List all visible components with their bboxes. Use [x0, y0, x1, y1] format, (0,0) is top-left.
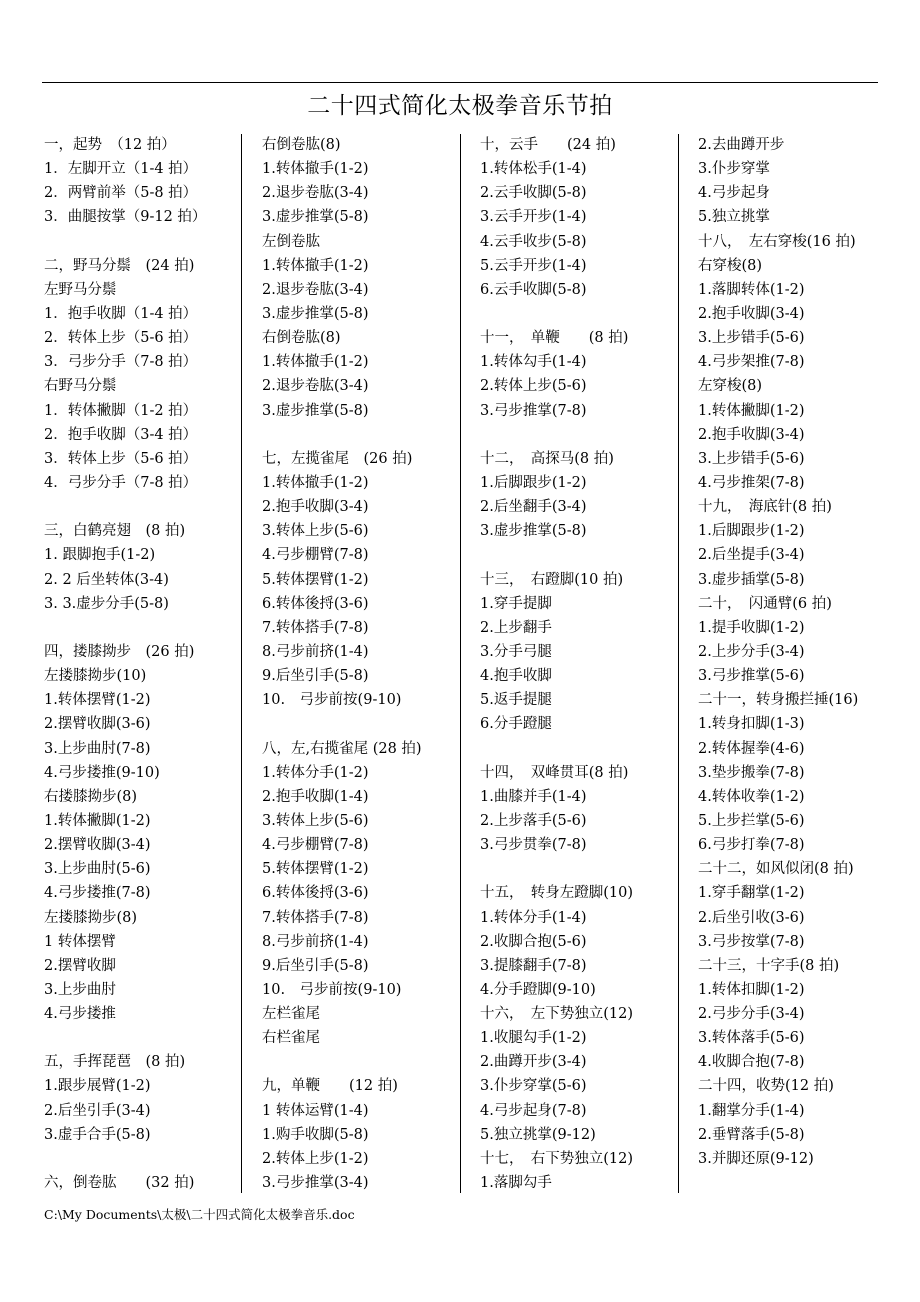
text-line: 2.摆臂收脚(3-6): [44, 716, 151, 733]
column-divider: [241, 134, 242, 1193]
text-line: 2. 2 后坐转体(3-4): [44, 571, 169, 588]
text-line: 4.弓步搂推: [44, 1006, 116, 1023]
text-line: 2.后坐提手(3-4): [698, 547, 805, 564]
text-line: 2.退步卷肱(3-4): [262, 185, 369, 202]
text-line: 3．转体上步（5-6 拍）: [44, 450, 198, 467]
text-line: 左栏雀尾: [262, 1006, 320, 1023]
text-line: 1.转体撤手(1-2): [262, 474, 369, 491]
text-line: 1.翻掌分手(1-4): [698, 1102, 805, 1119]
blank-line: [44, 616, 236, 640]
text-line: 右倒卷肱(8): [262, 137, 341, 153]
text-line: 4.弓步起身: [698, 185, 770, 202]
text-line: 十二， 高探马(8 拍): [480, 450, 614, 467]
text-line: 十六， 左下势独立(12): [480, 1006, 634, 1023]
text-line: 5.上步拦掌(5-6): [698, 812, 805, 829]
text-line: 3.弓步推掌(3-4): [262, 1175, 369, 1192]
text-line: 1.落脚转体(1-2): [698, 281, 805, 298]
text-line: 5.独立挑掌: [698, 209, 770, 226]
column-divider: [678, 134, 679, 1193]
text-line: 6.云手收脚(5-8): [480, 281, 587, 298]
page-title: 二十四式简化太极拳音乐节拍: [307, 93, 613, 119]
text-line: 五，手挥琵琶 (8 拍): [44, 1054, 186, 1071]
text-line: 1.跟步展臂(1-2): [44, 1078, 151, 1095]
text-line: 一，起势 （12 拍）: [44, 137, 176, 153]
text-line: 4.弓步搂推(7-8): [44, 885, 151, 902]
blank-line: [44, 1147, 236, 1171]
blank-line: [480, 302, 674, 326]
blank-line: [44, 230, 236, 254]
text-line: 2.后坐翻手(3-4): [480, 499, 587, 516]
text-line: 1.穿手提脚: [480, 595, 552, 612]
text-line: 1.提手收脚(1-2): [698, 619, 805, 636]
text-line: 4.转体收拳(1-2): [698, 788, 805, 805]
text-line: 1.转体勾手(1-4): [480, 354, 587, 371]
text-line: 2.垂臂落手(5-8): [698, 1126, 805, 1143]
text-line: 2.后坐引手(3-4): [44, 1102, 151, 1119]
text-line: 4.收脚合抱(7-8): [698, 1054, 805, 1071]
text-line: 3.弓步推掌(5-6): [698, 668, 805, 685]
text-line: 1 转体摆臂: [44, 933, 116, 950]
text-line: 8.弓步前挤(1-4): [262, 643, 369, 660]
text-line: 2.上步分手(3-4): [698, 643, 805, 660]
column-divider: [460, 134, 461, 1193]
text-line: 3.虚手合手(5-8): [44, 1126, 151, 1143]
top-rule: [42, 82, 878, 83]
blank-line: [480, 737, 674, 761]
text-line: 5.转体摆臂(1-2): [262, 571, 369, 588]
text-line: 2.转体上步(5-6): [480, 378, 587, 395]
text-line: 3. 3.虚步分手(5-8): [44, 595, 169, 612]
text-line: 2.曲蹲开步(3-4): [480, 1054, 587, 1071]
text-line: 1.转体撤手(1-2): [262, 354, 369, 371]
text-line: 十一， 单鞭 (8 拍): [480, 330, 629, 347]
text-line: 5.独立挑掌(9-12): [480, 1126, 596, 1143]
text-line: 十，云手 (24 拍): [480, 137, 616, 153]
column-1: [44, 133, 236, 1195]
text-line: 2．转体上步（5-6 拍）: [44, 330, 198, 347]
text-line: 4.分手蹬脚(9-10): [480, 981, 596, 998]
text-line: 1．转体撇脚（1-2 拍）: [44, 402, 198, 419]
text-line: 2.抱手收脚(3-4): [262, 499, 369, 516]
text-line: 左搂膝拗步(8): [44, 909, 138, 926]
text-line: 十三， 右蹬脚(10 拍): [480, 571, 624, 588]
text-line: 2．抱手收脚（3-4 拍）: [44, 426, 198, 443]
text-line: 二，野马分鬃 (24 拍): [44, 257, 195, 274]
text-line: 3.弓步贯拳(7-8): [480, 837, 587, 854]
text-line: 十五， 转身左蹬脚(10): [480, 885, 634, 902]
text-line: 10. 弓步前按(9-10): [262, 981, 402, 998]
blank-line: [480, 423, 674, 447]
text-line: 1.转体分手(1-2): [262, 764, 369, 781]
text-line: 4.云手收步(5-8): [480, 233, 587, 250]
text-line: 六，倒卷肱 (32 拍): [44, 1175, 195, 1192]
text-line: 3.提膝翻手(7-8): [480, 957, 587, 974]
text-line: 二十三，十字手(8 拍): [698, 957, 840, 974]
footer-file-path: C:\My Documents\太极\二十四式简化太极拳音乐.doc: [44, 1207, 355, 1222]
text-line: 3.虚步推掌(5-8): [262, 305, 369, 322]
text-line: 3.弓步推掌(7-8): [480, 402, 587, 419]
text-line: 2.摆臂收脚(3-4): [44, 837, 151, 854]
text-line: 1.转体撇脚(1-2): [44, 812, 151, 829]
text-line: 十八， 左右穿梭(16 拍): [698, 233, 856, 250]
text-line: 2.上步落手(5-6): [480, 812, 587, 829]
blank-line: [44, 1026, 236, 1050]
text-line: 5.返手提腿: [480, 692, 552, 709]
text-line: 3.虚步推掌(5-8): [262, 402, 369, 419]
text-line: 3．弓步分手（7-8 拍）: [44, 354, 198, 371]
text-line: 3.上步曲肘: [44, 981, 116, 998]
text-line: 2.抱手收脚(3-4): [698, 426, 805, 443]
text-line: 3.分手弓腿: [480, 643, 552, 660]
text-line: 4.弓步起身(7-8): [480, 1102, 587, 1119]
text-line: 二十， 闪通臂(6 拍): [698, 595, 832, 612]
text-line: 2.弓步分手(3-4): [698, 1006, 805, 1023]
text-line: 右倒卷肱(8): [262, 330, 341, 347]
text-line: 1.购手收脚(5-8): [262, 1126, 369, 1143]
text-line: 4.弓步推架(7-8): [698, 474, 805, 491]
text-line: 左搂膝拗步(10): [44, 668, 147, 685]
text-line: 九，单鞭 (12 拍): [262, 1078, 398, 1095]
text-line: 6.转体後捋(3-6): [262, 885, 369, 902]
text-line: 2.转体握拳(4-6): [698, 740, 805, 757]
text-line: 左倒卷肱: [262, 233, 320, 250]
text-line: 4．弓步分手（7-8 拍）: [44, 474, 198, 491]
blank-line: [44, 495, 236, 519]
text-line: 3.仆步穿掌(5-6): [480, 1078, 587, 1095]
text-line: 2．两臂前举（5-8 拍）: [44, 185, 198, 202]
column-2: [262, 133, 472, 1195]
text-line: 1.转体撤手(1-2): [262, 257, 369, 274]
text-line: 3.垫步搬拳(7-8): [698, 764, 805, 781]
blank-line: [262, 712, 472, 736]
text-line: 1.转体松手(1-4): [480, 161, 587, 178]
text-line: 二十四，收势(12 拍): [698, 1078, 834, 1095]
text-line: 9.后坐引手(5-8): [262, 957, 369, 974]
text-line: 1．左脚开立（1-4 拍）: [44, 161, 198, 178]
text-line: 2.收脚合抱(5-6): [480, 933, 587, 950]
text-line: 5.云手开步(1-4): [480, 257, 587, 274]
text-line: 右穿梭(8): [698, 257, 763, 274]
text-line: 右栏雀尾: [262, 1030, 320, 1047]
text-line: 4.弓步棚臂(7-8): [262, 547, 369, 564]
text-line: 1.转体分手(1-4): [480, 909, 587, 926]
text-line: 2.退步卷肱(3-4): [262, 378, 369, 395]
text-line: 3.上步曲肘(5-6): [44, 861, 151, 878]
text-line: 3.仆步穿掌: [698, 161, 770, 178]
text-line: 5.转体摆臂(1-2): [262, 861, 369, 878]
text-line: 2.云手收脚(5-8): [480, 185, 587, 202]
text-line: 三，白鹤亮翅 (8 拍): [44, 523, 186, 540]
column-4: [698, 133, 878, 1171]
text-line: 二十二，如风似闭(8 拍): [698, 861, 854, 878]
text-line: 2.抱手收脚(1-4): [262, 788, 369, 805]
text-line: 3.虚步推掌(5-8): [262, 209, 369, 226]
text-line: 十七， 右下势独立(12): [480, 1150, 634, 1167]
text-line: 3.虚步推掌(5-8): [480, 523, 587, 540]
text-line: 左野马分鬃: [44, 281, 117, 298]
blank-line: [480, 543, 674, 567]
text-line: 十四， 双峰贯耳(8 拍): [480, 764, 629, 781]
text-line: 1.转体撇脚(1-2): [698, 402, 805, 419]
text-line: 7.转体搭手(7-8): [262, 909, 369, 926]
text-line: 1.曲膝并手(1-4): [480, 788, 587, 805]
text-line: 右野马分鬃: [44, 378, 117, 395]
text-line: 4.弓步搂推(9-10): [44, 764, 160, 781]
text-line: 二十一，转身搬拦捶(16): [698, 692, 859, 709]
text-line: 1.转体撤手(1-2): [262, 161, 369, 178]
blank-line: [480, 857, 674, 881]
text-line: 3.转体上步(5-6): [262, 523, 369, 540]
text-line: 1.落脚勾手: [480, 1175, 552, 1192]
text-line: 2.后坐引收(3-6): [698, 909, 805, 926]
text-line: 3.转体上步(5-6): [262, 812, 369, 829]
text-line: 1. 跟脚抱手(1-2): [44, 547, 156, 564]
text-line: 3.弓步按掌(7-8): [698, 933, 805, 950]
text-line: 3.转体落手(5-6): [698, 1030, 805, 1047]
text-line: 1.穿手翻掌(1-2): [698, 885, 805, 902]
text-line: 十九， 海底针(8 拍): [698, 499, 832, 516]
text-line: 3.上步错手(5-6): [698, 450, 805, 467]
text-line: 6.弓步打拳(7-8): [698, 837, 805, 854]
text-line: 3.上步曲肘(7-8): [44, 740, 151, 757]
text-line: 3.虚步插掌(5-8): [698, 571, 805, 588]
text-line: 4.弓步棚臂(7-8): [262, 837, 369, 854]
text-line: 10. 弓步前按(9-10): [262, 692, 402, 709]
text-line: 3.并脚还原(9-12): [698, 1150, 814, 1167]
text-line: 7.转体搭手(7-8): [262, 619, 369, 636]
text-line: 9.后坐引手(5-8): [262, 668, 369, 685]
text-line: 3.上步错手(5-6): [698, 330, 805, 347]
text-line: 6.分手蹬腿: [480, 716, 552, 733]
text-line: 2.抱手收脚(3-4): [698, 305, 805, 322]
text-line: 2.转体上步(1-2): [262, 1150, 369, 1167]
text-line: 1.后脚跟步(1-2): [480, 474, 587, 491]
text-line: 4.弓步架推(7-8): [698, 354, 805, 371]
text-line: 2.摆臂收脚: [44, 957, 116, 974]
text-line: 6.转体後捋(3-6): [262, 595, 369, 612]
text-line: 1.转体扣脚(1-2): [698, 981, 805, 998]
text-line: 2.去曲蹲开步: [698, 137, 785, 153]
text-line: 1.转体摆臂(1-2): [44, 692, 151, 709]
column-3: [480, 133, 674, 1195]
text-line: 七，左揽雀尾 (26 拍): [262, 450, 413, 467]
text-line: 1.后脚跟步(1-2): [698, 523, 805, 540]
blank-line: [262, 423, 472, 447]
text-line: 8.弓步前挤(1-4): [262, 933, 369, 950]
text-line: 八，左,右揽雀尾 (28 拍): [262, 740, 422, 757]
text-line: 四，搂膝拗步 (26 拍): [44, 643, 195, 660]
text-line: 1.转身扣脚(1-3): [698, 716, 805, 733]
blank-line: [262, 1050, 472, 1074]
text-line: 1 转体运臂(1-4): [262, 1102, 369, 1119]
text-line: 1.收腿勾手(1-2): [480, 1030, 587, 1047]
text-line: 2.上步翻手: [480, 619, 552, 636]
text-line: 2.退步卷肱(3-4): [262, 281, 369, 298]
text-line: 1．抱手收脚（1-4 拍）: [44, 305, 198, 322]
text-line: 3．曲腿按掌（9-12 拍）: [44, 209, 207, 226]
text-line: 4.抱手收脚: [480, 668, 552, 685]
text-line: 右搂膝拗步(8): [44, 788, 138, 805]
text-line: 3.云手开步(1-4): [480, 209, 587, 226]
text-line: 左穿梭(8): [698, 378, 763, 395]
